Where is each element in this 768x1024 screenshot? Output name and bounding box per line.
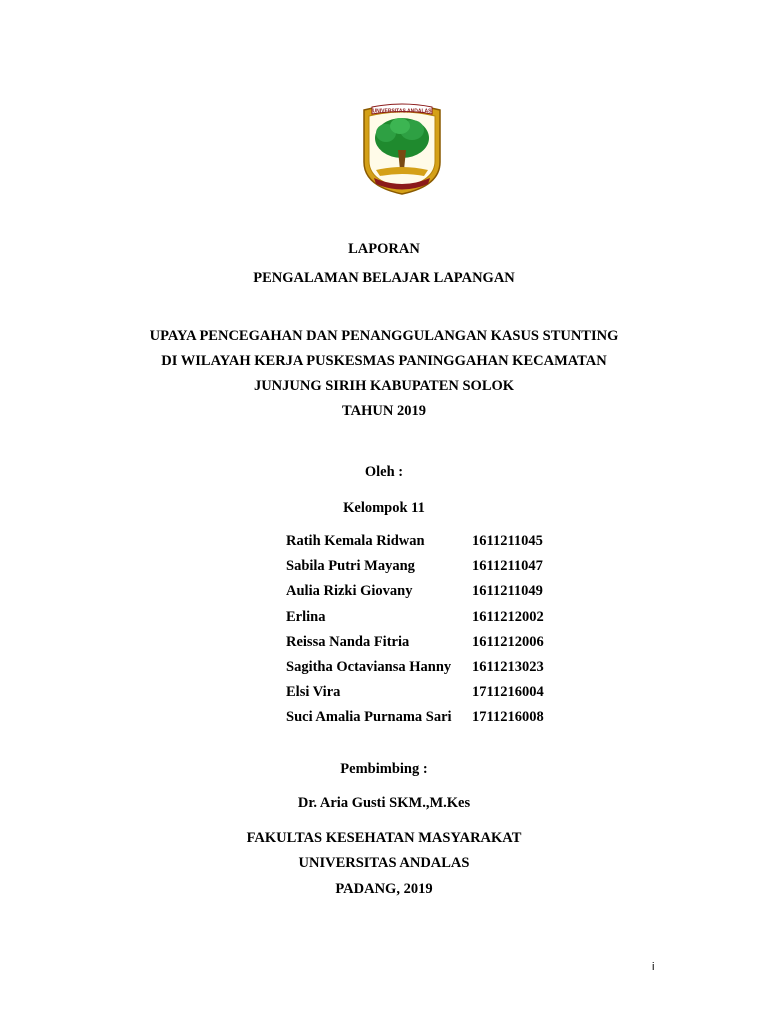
member-list [286,532,586,734]
member-name: Reissa Nanda Fitria [286,633,410,650]
report-type: LAPORAN [348,241,420,257]
report-subtitle: PENGALAMAN BELAJAR LAPANGAN [253,270,515,286]
group-name: Kelompok 11 [343,500,425,516]
faculty-name: FAKULTAS KESEHATAN MASYARAKAT [246,830,522,846]
title-line: JUNJUNG SIRIH KABUPATEN SOLOK [253,378,515,394]
member-id: 1711216008 [472,709,544,726]
list-item [286,532,586,557]
member-id: 1611212002 [472,608,544,625]
page-number: i [652,961,655,973]
list-item [286,582,586,607]
university-name: UNIVERSITAS ANDALAS [298,855,470,871]
university-logo-icon [356,100,448,196]
member-id: 1611213023 [472,658,544,675]
member-name: Suci Amalia Purnama Sari [286,709,452,726]
member-name: Erlina [286,608,326,625]
list-item [286,708,586,733]
place-year: PADANG, 2019 [335,881,433,897]
member-name: Ratih Kemala Ridwan [286,533,425,549]
list-item [286,633,586,658]
member-name: Elsi Vira [286,684,341,701]
advisor-label: Pembimbing : [340,761,428,777]
member-name: Aulia Rizki Giovany [286,583,413,600]
member-id: 1611211045 [472,533,543,549]
list-item [286,557,586,582]
by-label: Oleh : [364,464,404,480]
member-id: 1711216004 [472,684,544,701]
list-item [286,658,586,683]
member-id: 1611212006 [472,633,544,650]
member-id: 1611211047 [472,558,543,575]
member-name: Sagitha Octaviansa Hanny [286,658,452,675]
title-year: TAHUN 2019 [342,403,426,419]
list-item [286,683,586,708]
member-name: Sabila Putri Mayang [286,558,415,575]
advisor-name: Dr. Aria Gusti SKM.,M.Kes [297,795,471,811]
list-item [286,608,586,633]
member-id: 1611211049 [472,583,543,600]
svg-text:UNIVERSITAS ANDALAS: UNIVERSITAS ANDALAS [372,108,432,115]
title-line: DI WILAYAH KERJA PUSKESMAS PANINGGAHAN KECAMATAN [161,353,607,369]
title-line: UPAYA PENCEGAHAN DAN PENANGGULANGAN KASUS STUNTING [149,328,619,344]
